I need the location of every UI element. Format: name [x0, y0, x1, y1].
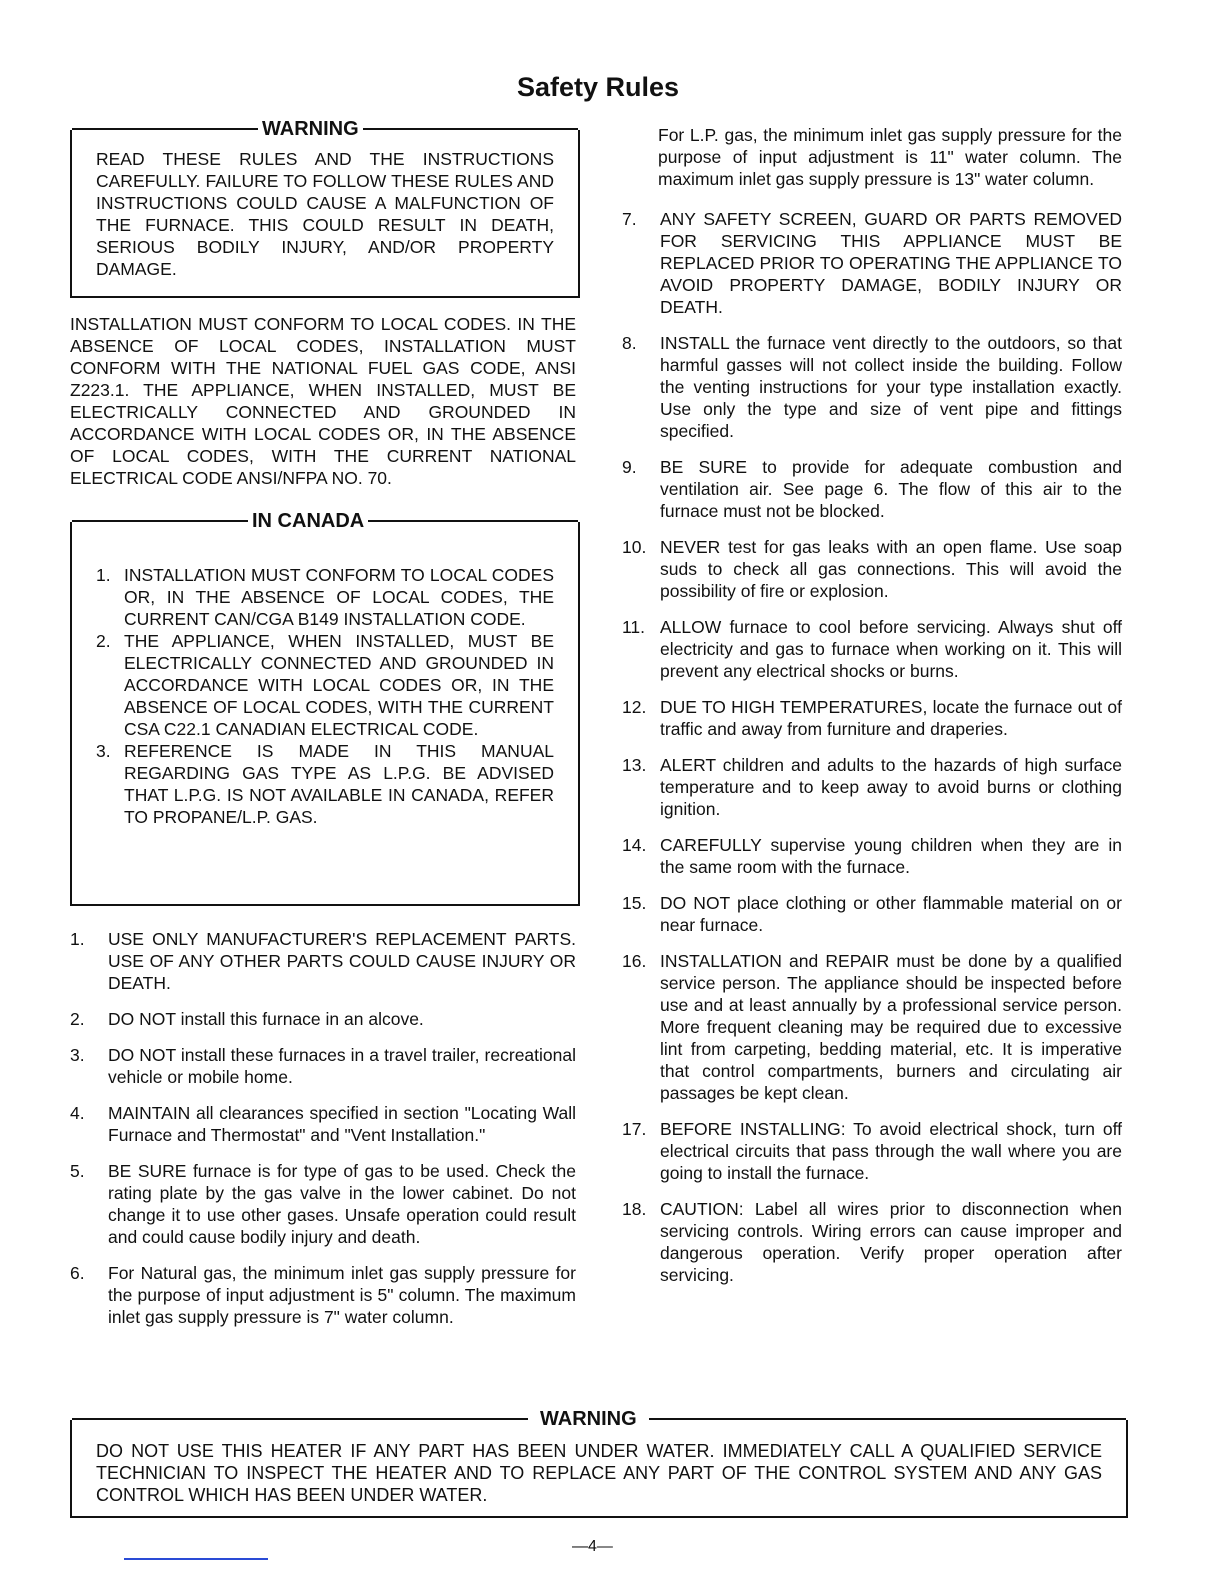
list-item [96, 564, 554, 630]
item-number: 6. [70, 1263, 85, 1283]
list-item [622, 754, 1122, 820]
page-number: —4— [572, 1538, 613, 1555]
warning-text: READ THESE RULES AND THE INSTRUCTIONS CAREFULLY. FAILURE TO FOLLOW THESE RULES AND INSTRUCTIONS COULD CAUSE A MALFUNCTION OF THE FURNACE. THIS COULD RESULT IN DEATH, SERIOUS BODILY INJURY, AND/OR PROPERTY DAMAGE. [96, 149, 554, 279]
item-text: DUE TO HIGH TEMPERATURES, locate the furnace out of traffic and away from furniture and draperies. [660, 697, 1122, 739]
list-item [70, 1262, 576, 1328]
warning-heading-2: WARNING [540, 1408, 637, 1430]
item-text: DO NOT install these furnaces in a travel trailer, recreational vehicle or mobile home. [108, 1045, 576, 1087]
item-text: ALERT children and adults to the hazards of high surface temperature and to keep away to avoid burns or clothing ignition. [660, 755, 1122, 819]
list-item [622, 1118, 1122, 1184]
page-title: Safety Rules [516, 72, 680, 102]
list-item [622, 536, 1122, 602]
list-item [622, 616, 1122, 682]
item-text: USE ONLY MANUFACTURER'S REPLACEMENT PARTS. USE OF ANY OTHER PARTS COULD CAUSE INJURY OR DEATH. [108, 929, 576, 993]
warning-heading: WARNING [262, 118, 359, 140]
list-item [70, 1044, 576, 1088]
item-text: INSTALLATION and REPAIR must be done by a qualified service person. The appliance should be inspected before use and at least annually by a professional service person. More frequent cleaning may be required due to excessive lint from carpeting, bedding material, etc. It is imperative that control compartments, burners and circulating air passages be kept clean. [660, 951, 1122, 1103]
water-warning-box [70, 1408, 1128, 1518]
item-number: 15. [622, 893, 647, 913]
blue-rule [124, 1558, 268, 1560]
item-text: BEFORE INSTALLING: To avoid electrical shock, turn off electrical circuits that pass through the wall where you are going to install the furnace. [660, 1119, 1122, 1183]
item-number: 5. [70, 1161, 85, 1181]
list-item [70, 1102, 576, 1146]
item-text: For Natural gas, the minimum inlet gas supply pressure for the purpose of input adjustment is 5" column. The maximum inlet gas supply pressure is 7" water column. [108, 1263, 576, 1327]
item-number: 16. [622, 951, 647, 971]
water-warning-text: DO NOT USE THIS HEATER IF ANY PART HAS BEEN UNDER WATER. IMMEDIATELY CALL A QUALIFIED SERVICE TECHNICIAN TO INSPECT THE HEATER AND TO REPLACE ANY PART OF THE CONTROL SYSTEM AND ANY GAS CONTROL WHICH HAS BEEN UNDER WATER. [96, 1441, 1102, 1505]
item-text: DO NOT place clothing or other flammable material on or near furnace. [660, 893, 1122, 935]
item-text: INSTALL the furnace vent directly to the outdoors, so that harmful gasses will not collect inside the building. Follow the venting instructions for your type installation exactly. Use only the type and size of vent pipe and fittings specified. [660, 333, 1122, 441]
item-number: 12. [622, 697, 647, 717]
item-number: 17. [622, 1119, 647, 1139]
item-number: 14. [622, 835, 647, 855]
warning-box [70, 118, 580, 298]
lp-gas-paragraph: For L.P. gas, the minimum inlet gas supply pressure for the purpose of input adjustment is 11" water column. The maximum inlet gas supply pressure is 13" water column. [658, 125, 1122, 189]
item-number: 13. [622, 755, 647, 775]
list-item [96, 630, 554, 740]
list-item [622, 696, 1122, 740]
list-item [70, 928, 576, 994]
list-item [622, 1198, 1122, 1286]
item-text: NEVER test for gas leaks with an open flame. Use soap suds to check all gas connections. This will avoid the possibility of fire or explosion. [660, 537, 1122, 601]
list-item [622, 332, 1122, 442]
item-number: 1. [96, 565, 111, 585]
list-item [622, 208, 1122, 318]
item-text: BE SURE to provide for adequate combustion and ventilation air. See page 6. The flow of this air to the furnace must not be blocked. [660, 457, 1122, 521]
list-item [96, 740, 554, 828]
item-number: 18. [622, 1199, 647, 1219]
list-item [622, 950, 1122, 1104]
item-number: 1. [70, 929, 85, 949]
item-number: 8. [622, 333, 637, 353]
list-item [622, 892, 1122, 936]
item-text: THE APPLIANCE, WHEN INSTALLED, MUST BE ELECTRICALLY CONNECTED AND GROUNDED IN ACCORDANCE WITH LOCAL CODES OR, IN THE ABSENCE OF LOCAL CODES, WITH THE CURRENT CSA C22.1 CANADIAN ELECTRICAL CODE. [124, 631, 554, 739]
item-number: 11. [622, 617, 646, 637]
item-text: CAUTION: Label all wires prior to disconnection when servicing controls. Wiring errors can cause improper and dangerous operation. Verify proper operation after servicing. [660, 1199, 1122, 1285]
list-item [70, 1160, 576, 1248]
list-item [622, 456, 1122, 522]
item-number: 7. [622, 209, 637, 229]
item-number: 2. [70, 1009, 85, 1029]
list-item [70, 1008, 576, 1030]
item-text: INSTALLATION MUST CONFORM TO LOCAL CODES OR, IN THE ABSENCE OF LOCAL CODES, THE CURRENT CAN/CGA B149 INSTALLATION CODE. [124, 565, 554, 629]
item-text: MAINTAIN all clearances specified in section "Locating Wall Furnace and Thermostat" and "Vent Installation." [108, 1103, 576, 1145]
item-number: 4. [70, 1103, 85, 1123]
item-number: 10. [622, 537, 647, 557]
item-text: BE SURE furnace is for type of gas to be used. Check the rating plate by the gas valve in the lower cabinet. Do not change it to use other gases. Unsafe operation could result and could cause bodily injury and death. [108, 1161, 576, 1247]
item-text: ANY SAFETY SCREEN, GUARD OR PARTS REMOVED FOR SERVICING THIS APPLIANCE MUST BE REPLACED PRIOR TO OPERATING THE APPLIANCE TO AVOID PROPERTY DAMAGE, BODILY INJURY OR DEATH. [660, 209, 1122, 317]
item-number: 3. [96, 741, 111, 761]
item-text: DO NOT install this furnace in an alcove. [108, 1009, 424, 1029]
item-text: CAREFULLY supervise young children when they are in the same room with the furnace. [660, 835, 1122, 877]
item-number: 9. [622, 457, 637, 477]
item-number: 2. [96, 631, 111, 651]
installation-paragraph: INSTALLATION MUST CONFORM TO LOCAL CODES. IN THE ABSENCE OF LOCAL CODES, INSTALLATION MUST CONFORM WITH THE NATIONAL FUEL GAS CODE, ANSI Z223.1. THE APPLIANCE, WHEN INSTALLED, MUST BE ELECTRICALLY CONNECTED AND GROUNDED IN ACCORDANCE WITH LOCAL CODES OR, IN THE ABSENCE OF LOCAL CODES, WITH THE CURRENT NATIONAL ELECTRICAL CODE ANSI/NFPA NO. 70. [70, 314, 576, 488]
item-text: ALLOW furnace to cool before servicing. Always shut off electricity and gas to furnace when working on it. This will prevent any electrical shocks or burns. [660, 617, 1122, 681]
canada-heading: IN CANADA [252, 510, 365, 532]
list-item [622, 834, 1122, 878]
canada-box [70, 510, 580, 906]
item-text: REFERENCE IS MADE IN THIS MANUAL REGARDING GAS TYPE AS L.P.G. BE ADVISED THAT L.P.G. IS NOT AVAILABLE IN CANADA, REFER TO PROPANE/L.P. GAS. [124, 741, 554, 827]
item-number: 3. [70, 1045, 85, 1065]
